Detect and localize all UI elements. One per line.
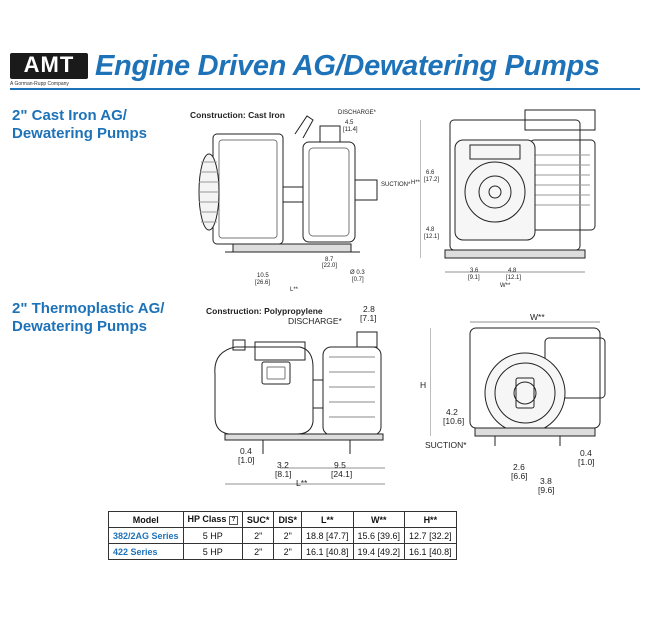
s2-dim-d04-metric: [1.0] <box>238 455 255 465</box>
s1-dim-d1: 4.5 <box>345 120 354 126</box>
s1-dim-w: W** <box>500 283 511 289</box>
s2-dim-d26-metric: [6.6] <box>511 471 528 481</box>
s2-dim-d04r-metric: [1.0] <box>578 457 595 467</box>
table-row <box>109 544 457 560</box>
cell-model: 382/2AG Series <box>109 528 184 544</box>
section1-title <box>12 107 147 143</box>
s1-dim-h2-metric: [17.2] <box>424 177 440 183</box>
s2-discharge-label: DISCHARGE* <box>288 316 342 326</box>
table-row <box>109 528 457 544</box>
section2-title-line1: 2" Thermoplastic AG/ <box>12 300 165 317</box>
cell-l: 16.1 [40.8] <box>301 544 353 560</box>
s2-dim-d04r: 0.4 <box>580 448 592 458</box>
col-suc: SUC* <box>242 512 274 528</box>
s1-dim-w2: 4.8 <box>508 268 517 274</box>
s2-dim-d38: 3.8 <box>540 476 552 486</box>
s2-dim-d42-metric: [10.6] <box>443 416 465 426</box>
s2-dim-h: H <box>420 380 427 390</box>
s1-dim-h: H** <box>411 180 421 186</box>
col-hp-class <box>183 512 242 528</box>
s1-dim-d3: Ø 0.3 <box>350 270 365 276</box>
s1-dim-d3-metric: [0.7] <box>352 277 364 283</box>
cell-l: 18.8 [47.7] <box>301 528 353 544</box>
s1-dim-w1-metric: [9.1] <box>468 275 480 281</box>
s1-dim-h3: 4.8 <box>426 227 435 233</box>
s1-dim-d1-metric: [11.4] <box>343 127 358 133</box>
s1-dim-l1: 10.5 <box>257 273 269 279</box>
cast-iron-side-view <box>195 112 380 287</box>
col-l: L** <box>301 512 353 528</box>
section2-title <box>12 300 164 336</box>
logo-text: AMT <box>23 52 75 77</box>
specs-table <box>108 511 457 560</box>
s2-dim-d04: 0.4 <box>240 446 252 456</box>
section1-construction: Construction: Cast Iron <box>190 110 285 120</box>
s1-discharge-label: DISCHARGE* <box>338 110 377 116</box>
cast-iron-front-view <box>420 100 600 280</box>
col-h: H** <box>405 512 457 528</box>
col-hp-class-label: HP Class <box>187 514 227 525</box>
s2-dim-top-metric: [7.1] <box>360 313 377 323</box>
s2-dim-l: L** <box>296 478 308 488</box>
s2-dim-d95-metric: [24.1] <box>331 469 353 479</box>
cell-hp: 5 HP <box>183 544 242 560</box>
section2-construction: Construction: Polypropylene <box>206 306 323 316</box>
s1-dim-d2: 8.7 <box>325 257 334 263</box>
s1-dim-h2: 6.6 <box>426 170 435 176</box>
col-model: Model <box>109 512 184 528</box>
s2-side-dim-lines <box>220 458 390 488</box>
cell-model: 422 Series <box>109 544 184 560</box>
s2-dim-d95: 9.5 <box>334 460 346 470</box>
info-icon: ? <box>229 516 238 525</box>
section2-title-line2: Dewatering Pumps <box>12 318 148 335</box>
cell-suc: 2" <box>242 544 274 560</box>
col-w: W** <box>353 512 405 528</box>
s1-dim-w1: 3.6 <box>470 268 479 274</box>
s1-dim-h3-metric: [12.1] <box>424 234 440 240</box>
table-header-row <box>109 512 457 528</box>
cell-suc: 2" <box>242 528 274 544</box>
s2-front-dim-lines <box>430 318 630 493</box>
s2-dim-d38-metric: [9.6] <box>538 485 555 495</box>
s1-dim-d2-metric: [22.0] <box>322 263 338 269</box>
s1-dim-w2-metric: [12.1] <box>506 275 522 281</box>
s2-dim-d32-metric: [8.1] <box>275 469 292 479</box>
thermoplastic-side-view <box>205 322 390 472</box>
section1-title-line1: 2" Cast Iron AG/ <box>12 107 127 124</box>
s1-dim-l1-metric: [26.6] <box>255 280 271 286</box>
s2-dim-top: 2.8 <box>363 304 375 314</box>
s2-dim-d26: 2.6 <box>513 462 525 472</box>
page-title: Engine Driven AG/Dewatering Pumps <box>95 50 600 82</box>
title-rule <box>10 88 640 90</box>
cell-dis: 2" <box>274 528 302 544</box>
cell-hp: 5 HP <box>183 528 242 544</box>
s1-suction-label: SUCTION* <box>381 182 411 188</box>
logo-subtitle: A Gorman-Rupp Company <box>10 81 69 87</box>
col-dis: DIS* <box>274 512 302 528</box>
s1-dim-l: L** <box>290 287 299 293</box>
s2-dim-d42: 4.2 <box>446 407 458 417</box>
cell-h: 12.7 [32.2] <box>405 528 457 544</box>
cell-h: 16.1 [40.8] <box>405 544 457 560</box>
s2-suction-label: SUCTION* <box>425 440 467 450</box>
s2-dim-d32: 3.2 <box>277 460 289 470</box>
cell-dis: 2" <box>274 544 302 560</box>
section1-title-line2: Dewatering Pumps <box>12 125 148 142</box>
cell-w: 19.4 [49.2] <box>353 544 405 560</box>
s2-dim-w: W** <box>530 312 545 322</box>
cell-w: 15.6 [39.6] <box>353 528 405 544</box>
